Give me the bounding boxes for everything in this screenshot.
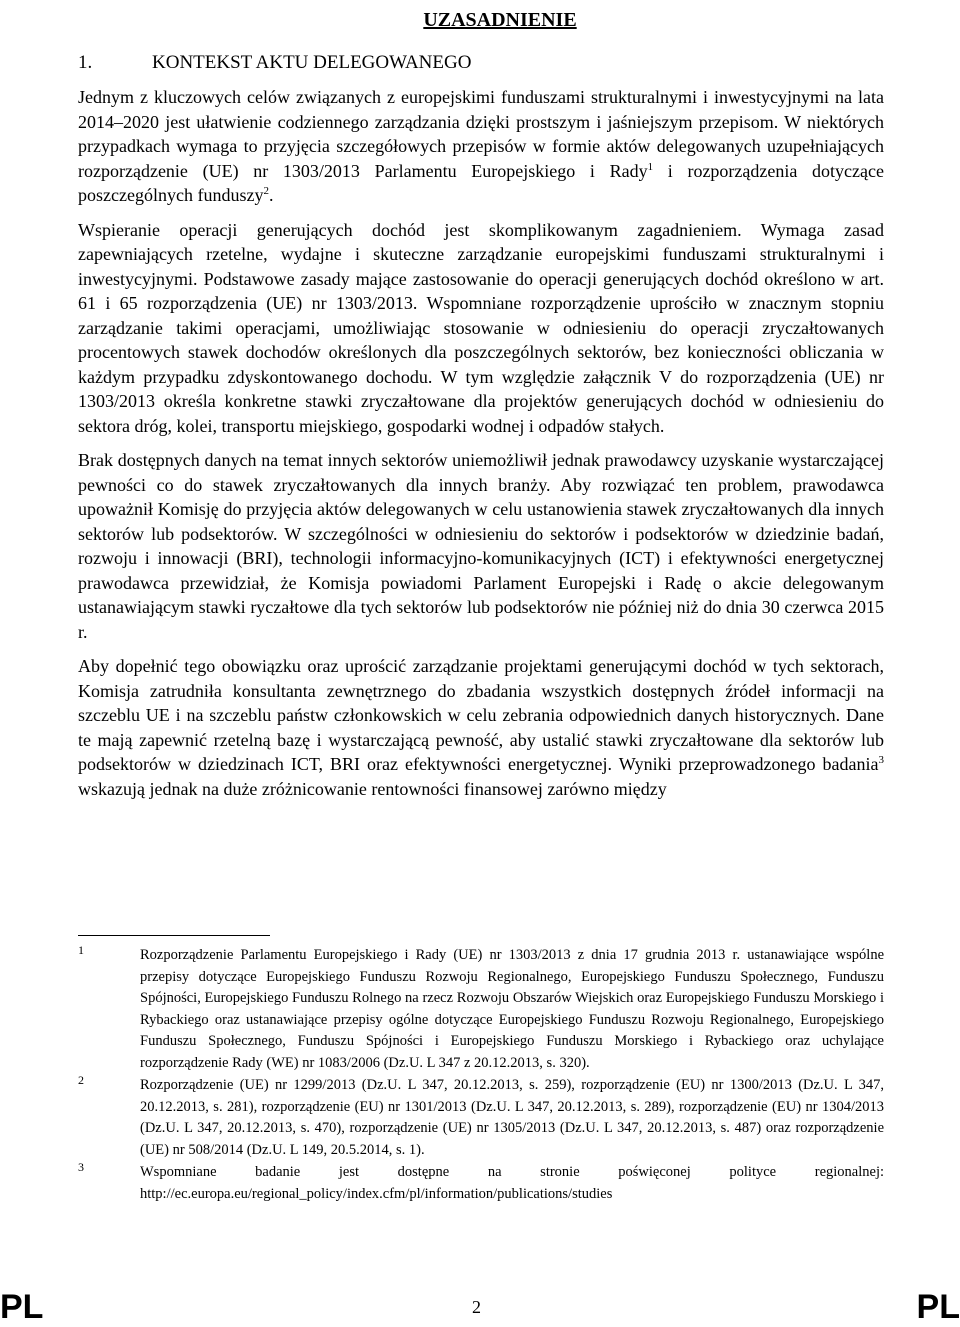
paragraph-4-text-a: Aby dopełnić tego obowiązku oraz uprościć zarządzanie projektami generującymi dochód w tych sektorach, Komisja zatrudniła konsultanta zewnętrznego do zbadania wszystkich dostępnych źródeł informacji na szczeblu UE i na szczeblu państw członkowskich w celu zebrania odpowiednich danych historycznych. Dane te mają zapewnić rzetelną bazę i wystarczającą pewność, aby ustalić stawki zryczałtowane dla sektorów lub podsektorów w dziedzinach ICT, BRI oraz efektywności energetycznej. Wyniki przeprowadzonego badania	[78, 656, 884, 774]
paragraph-3: Brak dostępnych danych na temat innych sektorów uniemożliwił jednak prawodawcy uzyskanie wystarczającej pewności co do stawek zryczałtowanych dla innych branży. Aby rozwiązać ten problem, prawodawca upoważnił Komisję do przyjęcia aktów delegowanych w celu ustanowienia stawek zryczałtowanych dla innych sektorów lub podsektorów. W szczególności w odniesieniu do sektorów i podsektorów w dziedzinie badań, rozwoju i innowacji (BRI), technologii informacyjno-komunikacyjnych (ICT) i efektywności energetycznej prawodawca przewidział, że Komisja powiadomi Parlament Europejski i Radę o akcie delegowanym ustanawiającym stawki ryczałtowe dla tych sektorów lub podsektorów nie później niż do dnia 30 czerwca 2015 r.	[78, 450, 884, 642]
section-number: 1.	[78, 52, 93, 73]
section-title: KONTEKST AKTU DELEGOWANEGO	[152, 52, 472, 73]
paragraph-1	[78, 85, 884, 208]
paragraph-4-text-b: wskazują jednak na duże zróżnicowanie rentowności finansowej zarówno między	[78, 778, 667, 799]
paragraph-4	[78, 654, 884, 801]
page-title: UZASADNIENIE	[423, 9, 577, 31]
footnote-text: Rozporządzenie (UE) nr 1299/2013 (Dz.U. L 347, 20.12.2013, s. 259), rozporządzenie (EU) nr 1300/2013 (Dz.U. L 347, 20.12.2013, s. 281), rozporządzenie (EU) nr 1301/2013 (Dz.U. L 347, 20.12.2013, s. 289), rozporządzenie (EU) nr 1304/2013 (Dz.U. L 347, 20.12.2013, s. 470), rozporządzenie (UE) nr 1305/2013 (Dz.U. L 347, 20.12.2013, s. 487) oraz rozporządzenie (UE) nr 508/2014 (Dz.U. L 149, 20.5.2014, s. 1).	[140, 1077, 884, 1158]
language-code-left: PL	[0, 1288, 44, 1326]
paragraph-2: Wspieranie operacji generujących dochód jest skomplikowanym zagadnieniem. Wymaga zasad zapewniających rzetelne, wydajne i skuteczne zarządzanie europejskimi funduszami strukturalnymi i inwestycyjnymi. Podstawowe zasady mające zastosowanie do operacji generujących dochód określono w art. 61 i 65 rozporządzenia (UE) nr 1303/2013. Wspomniane rozporządzenie uprościło w znacznym stopniu zarządzanie takimi operacjami, umożliwiając stosowanie w odniesieniu do operacji zryczałtowanych procentowych stawek dochodów określonych dla poszczególnych sektorów, bez konieczności obliczania w każdym przypadku zdyskontowanego dochodu. W tym względzie załącznik V do rozporządzenia (UE) nr 1303/2013 określa konkretne stawki zryczałtowane dla projektów generujących dochód w odniesieniu do sektora dróg, kolei, transportu miejskiego, gospodarki wodnej i odpadów stałych.	[78, 219, 884, 436]
page-heading	[0, 0, 960, 34]
footnote-3	[78, 1162, 884, 1205]
footnote-ref-2[interactable]: 2	[263, 185, 269, 197]
footnote-text: Wspomniane badanie jest dostępne na stronie poświęconej polityce regionalnej: http://ec.europa.eu/regional_policy/index.cfm/pl/information/publications/studies	[140, 1164, 884, 1202]
paragraph-1-text-a: Jednym z kluczowych celów związanych z europejskimi funduszami strukturalnymi i inwestycyjnymi na lata 2014–2020 jest ułatwienie codziennego zarządzania dzięki prostszym i jaśniejszym przepisom. W niektórych przypadkach wymaga to przyjęcia szczegółowych przepisów w formie aktów delegowanych uzupełniających rozporządzenie (UE) nr 1303/2013 Parlamentu Europejskiego i Rady	[78, 87, 884, 181]
footnote-text: Rozporządzenie Parlamentu Europejskiego i Rady (UE) nr 1303/2013 z dnia 17 grudnia 2013 r. ustanawiające wspólne przepisy dotyczące Europejskiego Funduszu Rozwoju Regionalnego, Europejskiego Funduszu Społecznego, Funduszu Spójności, Europejskiego Funduszu Rolnego na rzecz Rozwoju Obszarów Wiejskich oraz Europejskiego Funduszu Morskiego i Rybackiego oraz ustanawiające przepisy ogólne dotyczące Europejskiego Funduszu Rozwoju Regionalnego, Europejskiego Funduszu Społecznego, Funduszu Spójności i Europejskiego Funduszu Morskiego i Rybackiego oraz uchylające rozporządzenie Rady (WE) nr 1083/2006 (Dz.U. L 347 z 20.12.2013, s. 320).	[140, 947, 884, 1071]
page-footer	[0, 1287, 960, 1327]
footnote-2	[78, 1075, 884, 1161]
footnote-ref-3[interactable]: 3	[878, 754, 884, 766]
body-text	[78, 85, 884, 811]
footnote-number: 3	[78, 1160, 84, 1174]
page-number: 2	[472, 1297, 481, 1317]
footnote-separator	[78, 935, 270, 936]
paragraph-1-text-c: .	[268, 185, 274, 205]
section-heading	[78, 52, 471, 74]
footnotes	[78, 945, 884, 1206]
footnote-1	[78, 945, 884, 1074]
footnote-number: 1	[78, 943, 84, 957]
footnote-number: 2	[78, 1073, 84, 1087]
footnote-ref-1[interactable]: 1	[647, 160, 654, 173]
paragraph-1-text-b: i rozporządzenia dotyczące poszczególnych funduszy	[78, 160, 884, 205]
language-code-right: PL	[916, 1288, 960, 1326]
